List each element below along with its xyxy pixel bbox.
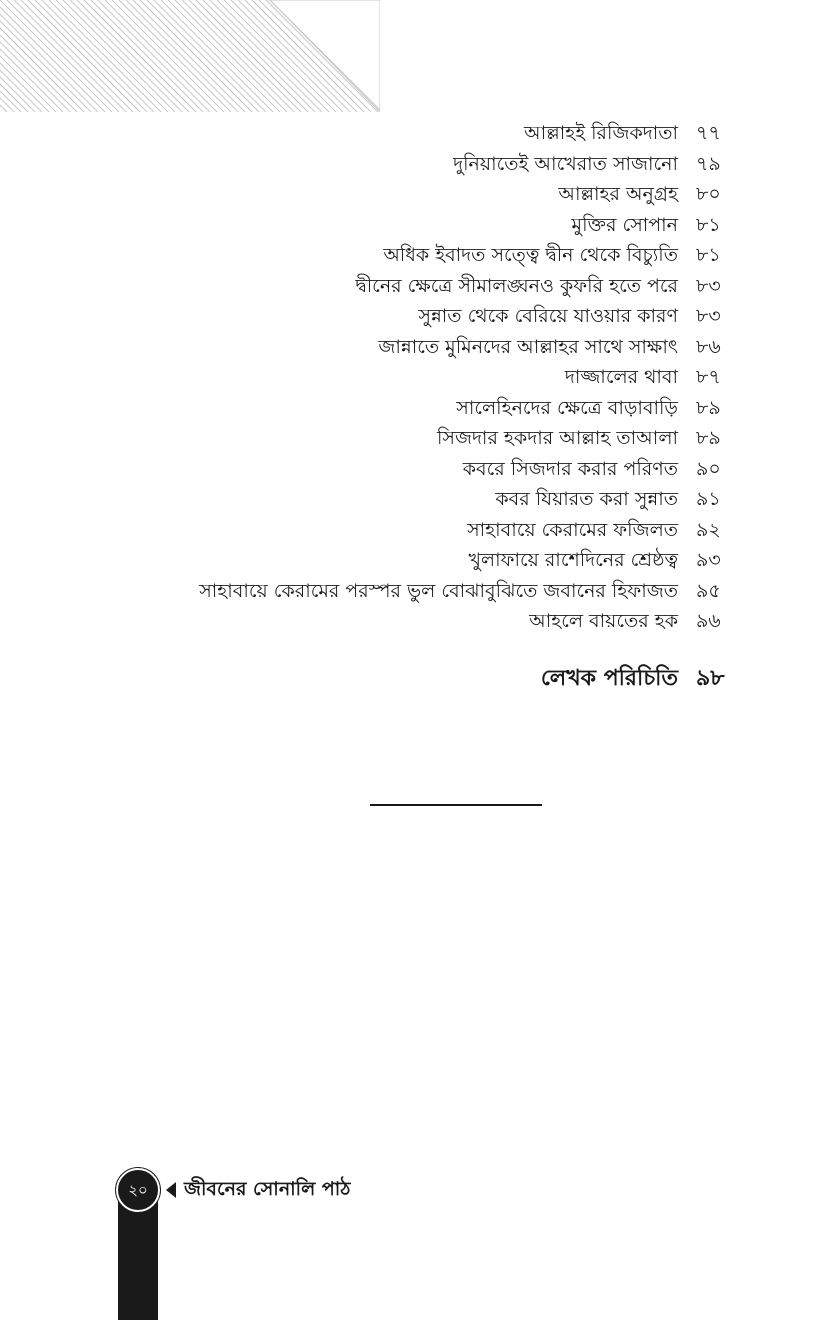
toc-entry-title: মুক্তির সোপান [571, 213, 678, 236]
hatch-line [182, 0, 294, 112]
hatch-line [91, 0, 203, 112]
hatch-line [0, 0, 112, 112]
toc-entry-title: সিজদার হকদার আল্লাহ তাআলা [436, 427, 678, 449]
toc-entry[interactable] [150, 301, 730, 332]
toc-entry-title: সালেহিনদের ক্ষেত্রে বাড়াবাড়ি [456, 396, 678, 419]
toc-entry-title: অধিক ইবাদত সত্ত্বে দ্বীন থেকে বিচ্যুতি [383, 244, 678, 266]
hatch-line [175, 0, 287, 112]
toc-entry-title: সাহাবায়ে কেরামের পরস্পর ভুল বোঝাবুঝিতে জবানের হিফাজত [199, 579, 678, 602]
toc-entry[interactable] [150, 545, 730, 576]
toc-entry-page: ৯৫ [696, 579, 721, 602]
toc-entry-page: ৯৬ [696, 610, 721, 632]
hatch-line [189, 0, 301, 112]
hatch-line [56, 0, 168, 112]
hatch-line [42, 0, 154, 112]
toc-entry[interactable] [150, 515, 730, 546]
toc-entry[interactable] [150, 362, 730, 393]
hatch-line [161, 0, 273, 112]
toc-entry[interactable] [150, 210, 730, 241]
toc-entry-title: আহলে বায়তের হক [529, 610, 678, 632]
toc-entry-author[interactable] [150, 664, 730, 695]
toc-entry-page: ৮৭ [696, 366, 721, 388]
toc-entry-title: জান্নাতে মুমিনদের আল্লাহর সাথে সাক্ষাৎ [378, 335, 678, 358]
toc-entry-page: ৮১ [696, 213, 721, 236]
hatch-line [140, 0, 252, 112]
hatch-line [21, 0, 133, 112]
toc-entry-title: সুন্নাত থেকে বেরিয়ে যাওয়ার কারণ [418, 305, 678, 327]
toc-entry-page: ৮৬ [696, 335, 721, 358]
toc-entry-title: দাজ্জালের থাবা [564, 366, 678, 388]
hatch-line [35, 0, 147, 112]
toc-entry[interactable] [150, 606, 730, 637]
corner-hatch-decoration [0, 0, 380, 112]
toc-entry-page: ৮৩ [696, 274, 721, 297]
toc-entry[interactable] [150, 149, 730, 180]
toc-entry-title: সাহাবায়ে কেরামের ফজিলত [467, 518, 678, 541]
toc-entry-title: লেখক পরিচিতি [540, 665, 678, 691]
toc-entry[interactable] [150, 179, 730, 210]
toc-entry[interactable] [150, 271, 730, 302]
hatch-line [49, 0, 161, 112]
hatch-line [168, 0, 280, 112]
hatch-line [84, 0, 196, 112]
toc-entry-page: ৯৩ [696, 549, 721, 571]
page-number: ২০ [116, 1168, 160, 1212]
toc-entry-page: ৮৯ [696, 396, 721, 419]
toc-entry[interactable] [150, 576, 730, 607]
toc-entry-title: আল্লাহই রিজিকদাতা [524, 122, 678, 144]
arrow-left-icon [166, 1182, 176, 1198]
toc-entry-page: ৮৩ [696, 305, 721, 327]
hatch-line [28, 0, 140, 112]
toc-entry-page: ৯২ [696, 518, 721, 541]
toc-entry-title: দ্বীনের ক্ষেত্রে সীমালঙ্ঘনও কুফরি হতে পরে [355, 274, 678, 297]
toc-entry[interactable] [150, 240, 730, 271]
toc-entry[interactable] [150, 423, 730, 454]
hatch-line [147, 0, 259, 112]
hatch-line [77, 0, 189, 112]
hatch-line [14, 0, 126, 112]
toc-entry[interactable] [150, 454, 730, 485]
toc-entry[interactable] [150, 332, 730, 363]
toc-entry-page: ৭৭ [696, 122, 721, 144]
toc-entry-page: ৮৯ [696, 427, 721, 449]
toc-entry-title: কবর যিয়ারত করা সুন্নাত [495, 488, 678, 510]
running-book-title: জীবনের সোনালি পাঠ [184, 1178, 351, 1200]
hatch-line [133, 0, 245, 112]
hatch-line [63, 0, 175, 112]
toc-entry-title: কবরে সিজদার করার পরিণত [462, 457, 678, 480]
toc-entry-page: ৯৮ [696, 665, 725, 691]
toc-entry-title: আল্লাহর অনুগ্রহ [558, 183, 678, 205]
toc-entry-page: ৮১ [696, 244, 721, 266]
toc-entry[interactable] [150, 484, 730, 515]
table-of-contents [150, 118, 730, 694]
hatch-line [119, 0, 231, 112]
toc-entry[interactable] [150, 393, 730, 424]
toc-entry-page: ৯১ [696, 488, 721, 510]
toc-entry-page: ৮০ [696, 183, 721, 205]
hatch-line [126, 0, 238, 112]
section-divider [370, 804, 542, 806]
hatch-line [112, 0, 224, 112]
toc-entry-page: ৯০ [696, 457, 721, 480]
hatch-line [70, 0, 182, 112]
hatch-line [105, 0, 217, 112]
hatch-line [98, 0, 210, 112]
toc-entry-title: খুলাফায়ে রাশেদিনের শ্রেষ্ঠত্ব [468, 549, 678, 571]
hatch-line [154, 0, 266, 112]
toc-entry-page: ৭৯ [696, 152, 721, 175]
toc-entry[interactable] [150, 118, 730, 149]
toc-entry-title: দুনিয়াতেই আখেরাত সাজানো [453, 152, 678, 175]
hatch-line [7, 0, 119, 112]
